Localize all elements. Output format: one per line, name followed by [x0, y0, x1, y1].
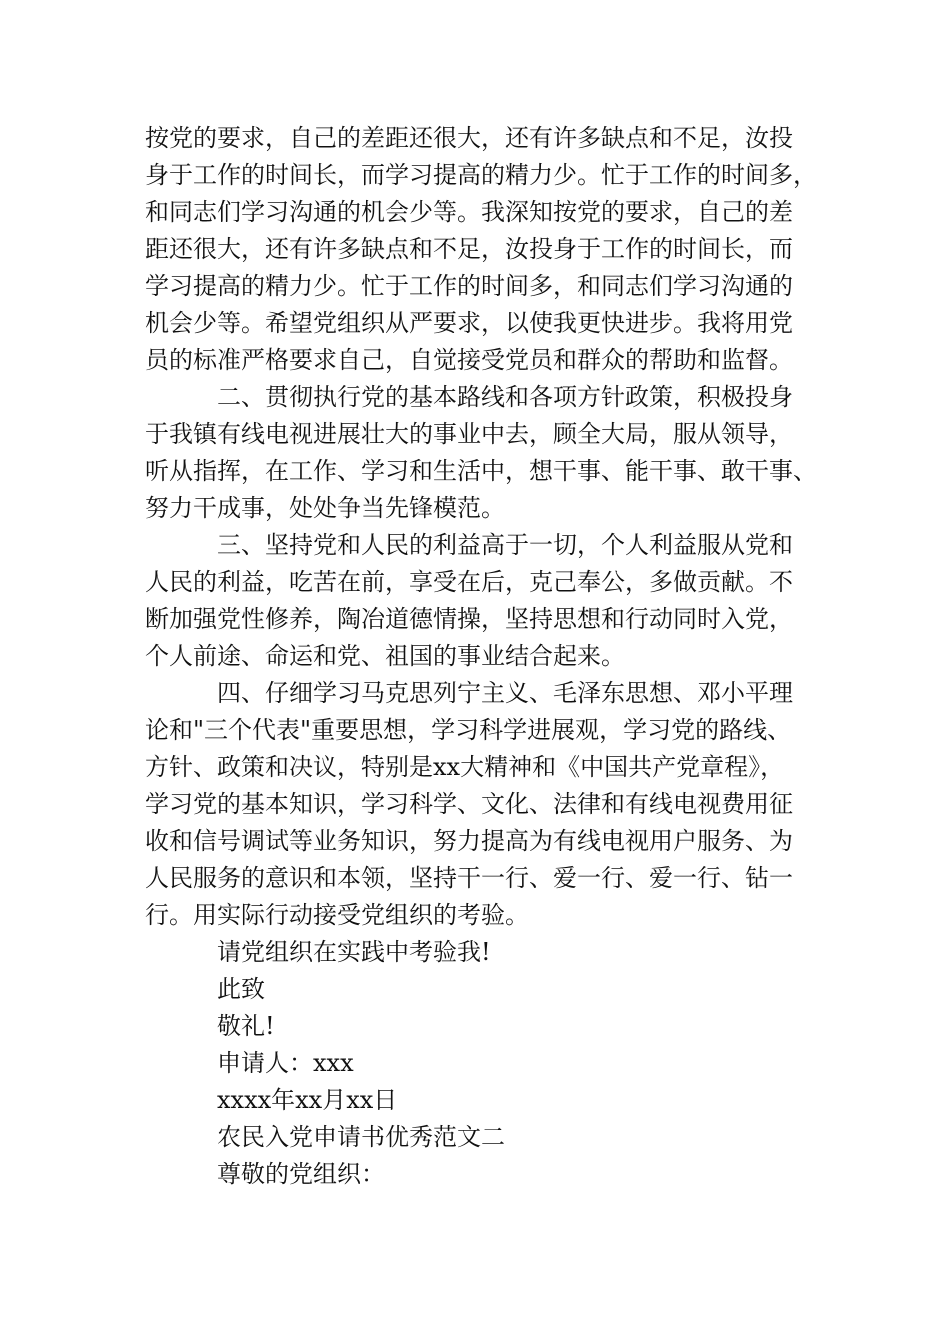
date-line: xxxx年xx月xx日: [217, 1086, 398, 1114]
paragraph-2-line-3: 听从指挥，在工作、学习和生活中，想干事、能干事、敢干事、: [145, 457, 817, 485]
paragraph-4-line-4: 学习党的基本知识，学习科学、文化、法律和有线电视费用征: [145, 790, 793, 818]
paragraph-4-line-2: 论和"三个代表"重要思想，学习科学进展观，学习党的路线、: [145, 716, 792, 744]
paragraph-4-line-7: 行。用实际行动接受党组织的考验。: [145, 901, 529, 929]
closing-greeting-1: 此致: [217, 975, 265, 1003]
paragraph-1-line-3: 和同志们学习沟通的机会少等。我深知按党的要求，自己的差: [145, 198, 793, 226]
paragraph-4-line-6: 人民服务的意识和本领，坚持干一行、爱一行、爱一行、钻一: [145, 864, 793, 892]
salutation-line: 尊敬的党组织：: [217, 1160, 385, 1188]
paragraph-2-line-1: 二、贯彻执行党的基本路线和各项方针政策，积极投身: [217, 383, 793, 411]
next-section-title: 农民入党申请书优秀范文二: [217, 1123, 505, 1151]
closing-greeting-2: 敬礼!: [217, 1012, 275, 1040]
paragraph-1-line-2: 身于工作的时间长，而学习提高的精力少。忙于工作的时间多，: [145, 161, 817, 189]
paragraph-1-line-7: 员的标准严格要求自己，自觉接受党员和群众的帮助和监督。: [145, 346, 793, 374]
paragraph-2-line-4: 努力干成事，处处争当先锋模范。: [145, 494, 505, 522]
paragraph-3-line-1: 三、坚持党和人民的利益高于一切，个人利益服从党和: [217, 531, 793, 559]
paragraph-4-line-1: 四、仔细学习马克思列宁主义、毛泽东思想、邓小平理: [217, 679, 793, 707]
paragraph-1-line-4: 距还很大，还有许多缺点和不足，汝投身于工作的时间长，而: [145, 235, 793, 263]
paragraph-3-line-4: 个人前途、命运和党、祖国的事业结合起来。: [145, 642, 625, 670]
paragraph-4-line-3: 方针、政策和决议，特别是xx大精神和《中国共产党章程》，: [145, 753, 785, 781]
paragraph-1-line-5: 学习提高的精力少。忙于工作的时间多，和同志们学习沟通的: [145, 272, 793, 300]
paragraph-4-line-5: 收和信号调试等业务知识，努力提高为有线电视用户服务、为: [145, 827, 793, 855]
closing-request: 请党组织在实践中考验我!: [217, 938, 491, 966]
paragraph-1-line-1: 按党的要求，自己的差距还很大，还有许多缺点和不足，汝投: [145, 124, 793, 152]
paragraph-3-line-3: 断加强党性修养，陶冶道德情操，坚持思想和行动同时入党，: [145, 605, 793, 633]
paragraph-3-line-2: 人民的利益，吃苦在前，享受在后，克己奉公，多做贡献。不: [145, 568, 793, 596]
applicant-line: 申请人：xxx: [217, 1049, 354, 1077]
paragraph-2-line-2: 于我镇有线电视进展壮大的事业中去，顾全大局，服从领导，: [145, 420, 793, 448]
paragraph-1-line-6: 机会少等。希望党组织从严要求，以使我更快进步。我将用党: [145, 309, 793, 337]
